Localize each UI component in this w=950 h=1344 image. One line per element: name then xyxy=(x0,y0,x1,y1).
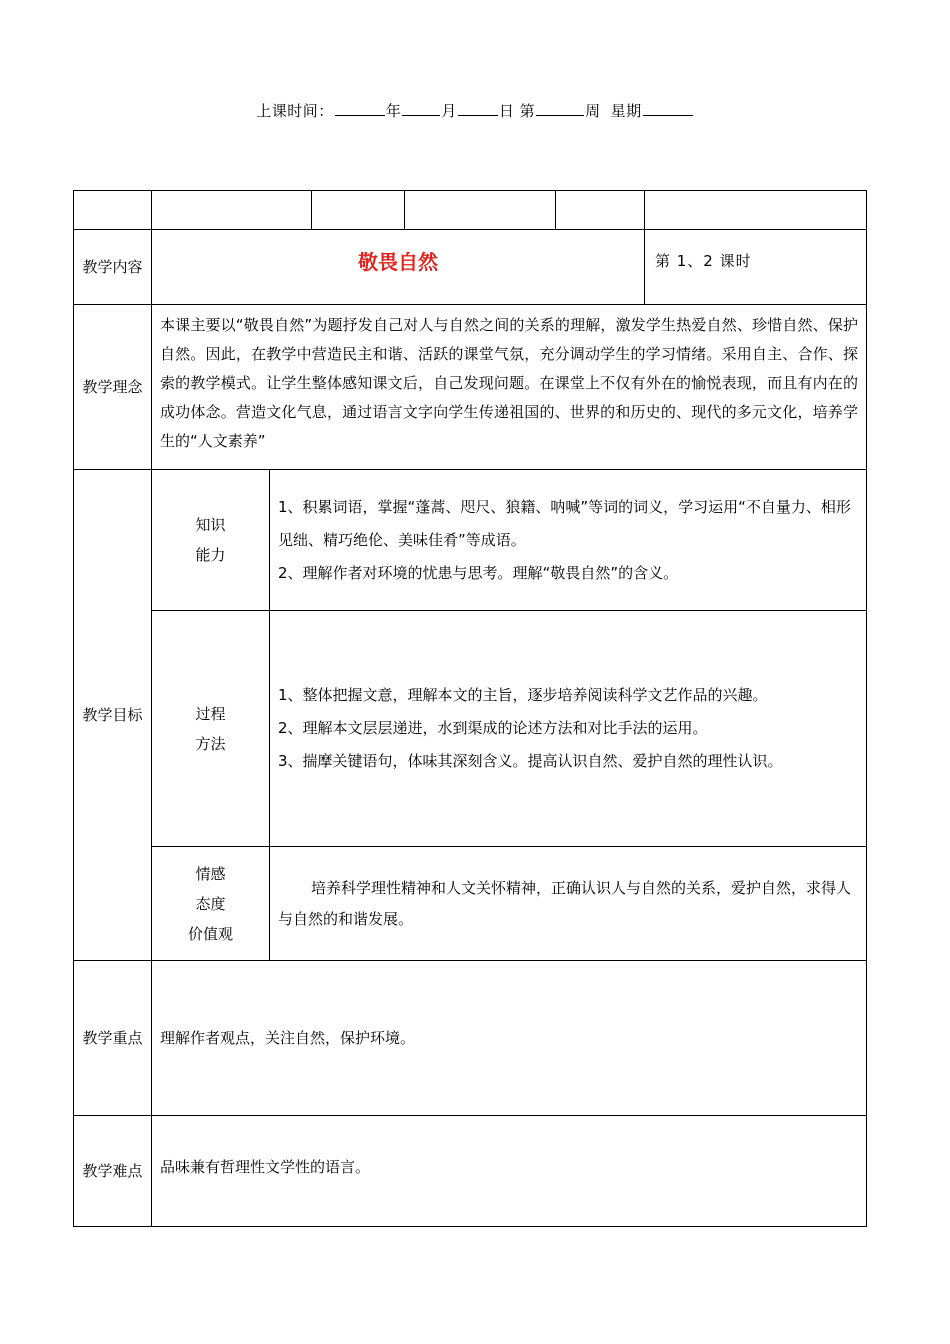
blank-cell[interactable] xyxy=(152,191,312,230)
key-points-label: 教学重点 xyxy=(74,961,152,1116)
week-prefix-label: 第 xyxy=(519,102,536,120)
day-label: 日 xyxy=(498,102,515,120)
philosophy-text: 本课主要以“敬畏自然”为题抒发自己对人与自然之间的关系的理解，激发学生热爱自然、珍惜自然、保护自然。因此，在教学中营造民主和谐、活跃的课堂气氛，充分调动学生的学习情绪。采用自主、合作、探索的教学模式。让学生整体感知课文后，自己发现问题。在课堂上不仅有外在的愉悦表现，而且有内在的成功体念。营造文化气息，通过语言文字向学生传递祖国的、世界的和历史的、现代的多元文化，培养学生的“人文素养” xyxy=(152,305,867,470)
knowledge-row xyxy=(74,470,867,611)
emotion-label: 情感 态度 价值观 xyxy=(152,847,270,961)
philosophy-label: 教学理念 xyxy=(74,305,152,470)
class-time-header xyxy=(0,100,950,121)
process-item: 2、理解本文层层递进，水到渠成的论述方法和对比手法的运用。 xyxy=(278,719,708,737)
month-blank[interactable] xyxy=(402,101,440,116)
year-label: 年 xyxy=(385,102,402,120)
content-row xyxy=(74,230,867,305)
blank-cell[interactable] xyxy=(74,191,152,230)
emotion-text: 培养科学理性精神和人文关怀精神，正确认识人与自然的关系，爱护自然，求得人与自然的和谐发展。 xyxy=(270,847,867,961)
blank-cell[interactable] xyxy=(556,191,645,230)
process-row xyxy=(74,611,867,847)
blank-info-row xyxy=(74,191,867,230)
lesson-plan-table xyxy=(73,190,867,1227)
difficulty-label: 教学难点 xyxy=(74,1116,152,1227)
emotion-row xyxy=(74,847,867,961)
goals-label: 教学目标 xyxy=(74,470,152,961)
difficulty-row xyxy=(74,1116,867,1227)
year-blank[interactable] xyxy=(335,101,385,116)
blank-cell[interactable] xyxy=(645,191,867,230)
day-blank[interactable] xyxy=(458,101,498,116)
lesson-title: 敬畏自然 xyxy=(152,230,645,305)
class-time-label: 上课时间： xyxy=(256,102,334,120)
weekday-label: 星期 xyxy=(610,102,642,120)
philosophy-row xyxy=(74,305,867,470)
difficulty-text: 品味兼有哲理性文学性的语言。 xyxy=(152,1116,867,1227)
weekday-blank[interactable] xyxy=(643,101,693,116)
blank-cell[interactable] xyxy=(312,191,405,230)
blank-cell[interactable] xyxy=(405,191,556,230)
knowledge-label: 知识 能力 xyxy=(152,470,270,611)
key-points-text: 理解作者观点，关注自然，保护环境。 xyxy=(152,961,867,1116)
knowledge-item: 1、积累词语，掌握“蓬蒿、咫尺、狼籍、呐喊”等词的词义，学习运用“不自量力、相形见绌、精巧绝伦、美味佳肴”等成语。 xyxy=(278,497,851,549)
month-label: 月 xyxy=(441,102,457,120)
key-points-row xyxy=(74,961,867,1116)
process-item: 1、整体把握文意，理解本文的主旨，逐步培养阅读科学文艺作品的兴趣。 xyxy=(278,686,768,704)
process-label: 过程 方法 xyxy=(152,611,270,847)
knowledge-item: 2、理解作者对环境的忧患与思考。理解“敬畏自然”的含义。 xyxy=(278,563,679,582)
week-blank[interactable] xyxy=(536,101,584,116)
knowledge-content xyxy=(270,470,867,611)
lesson-period: 第 1、2 课时 xyxy=(645,230,867,305)
process-content xyxy=(270,611,867,847)
content-label: 教学内容 xyxy=(74,230,152,305)
process-item: 3、揣摩关键语句，体味其深刻含义。提高认识自然、爱护自然的理性认识。 xyxy=(278,752,783,770)
week-label: 周 xyxy=(585,102,601,120)
